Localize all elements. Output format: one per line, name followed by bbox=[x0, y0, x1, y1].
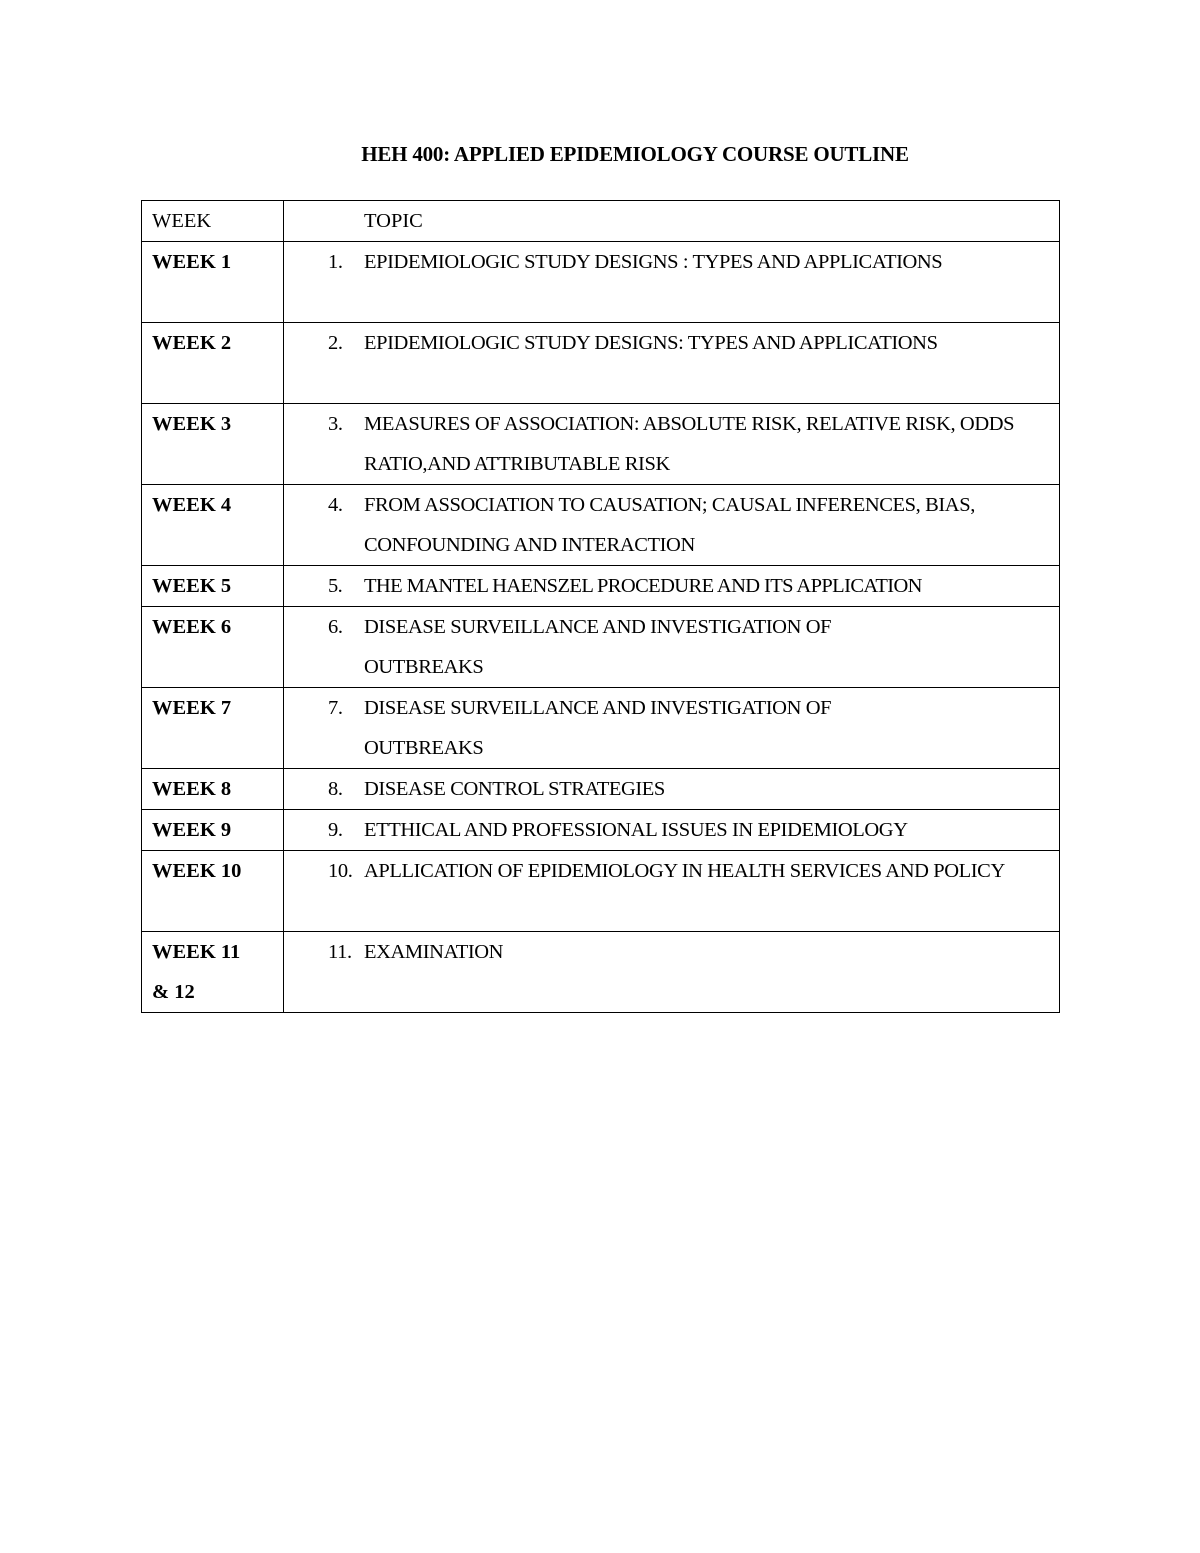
topic-cell bbox=[284, 607, 1060, 688]
topic-text: EPIDEMIOLOGIC STUDY DESIGNS : TYPES AND APPLICATIONS bbox=[364, 251, 943, 273]
topic-text: DISEASE SURVEILLANCE AND INVESTIGATION OF OUTBREAKS bbox=[364, 616, 832, 678]
topic-cell bbox=[284, 242, 1060, 323]
header-topic-cell bbox=[284, 201, 1060, 242]
topic-cell bbox=[284, 810, 1060, 851]
topic-number: 9. bbox=[328, 819, 343, 841]
course-outline-table bbox=[141, 200, 1060, 1013]
table-row bbox=[142, 769, 1060, 810]
topic-cell bbox=[284, 932, 1060, 1013]
header-topic: TOPIC bbox=[364, 210, 423, 232]
topic-cell bbox=[284, 769, 1060, 810]
topic-number: 1. bbox=[328, 251, 343, 273]
topic-cell bbox=[284, 688, 1060, 769]
topic-number: 7. bbox=[328, 697, 343, 719]
table-row bbox=[142, 607, 1060, 688]
topic-number: 6. bbox=[328, 616, 343, 638]
topic-cell bbox=[284, 485, 1060, 566]
topic-cell bbox=[284, 851, 1060, 932]
week-label: WEEK 3 bbox=[142, 404, 284, 485]
topic-text: MEASURES OF ASSOCIATION: ABSOLUTE RISK, RELATIVE RISK, ODDS RATIO,AND ATTRIBUTABLE RISK bbox=[364, 413, 1015, 475]
topic-text: FROM ASSOCIATION TO CAUSATION; CAUSAL INFERENCES, BIAS, CONFOUNDING AND INTERACTION bbox=[364, 494, 975, 556]
week-label: WEEK 9 bbox=[142, 810, 284, 851]
week-label: WEEK 7 bbox=[142, 688, 284, 769]
page-title: HEH 400: APPLIED EPIDEMIOLOGY COURSE OUTLINE bbox=[361, 142, 909, 166]
table-row bbox=[142, 810, 1060, 851]
table-row bbox=[142, 688, 1060, 769]
topic-text: EPIDEMIOLOGIC STUDY DESIGNS: TYPES AND APPLICATIONS bbox=[364, 332, 938, 354]
table-row bbox=[142, 404, 1060, 485]
week-label: WEEK 8 bbox=[142, 769, 284, 810]
topic-number: 3. bbox=[328, 413, 343, 435]
topic-text: EXAMINATION bbox=[364, 941, 504, 963]
table-header-row bbox=[142, 201, 1060, 242]
week-label: WEEK 2 bbox=[142, 323, 284, 404]
topic-number: 10. bbox=[328, 860, 353, 882]
table-row bbox=[142, 566, 1060, 607]
table-row bbox=[142, 851, 1060, 932]
week-label: WEEK 6 bbox=[142, 607, 284, 688]
topic-cell bbox=[284, 566, 1060, 607]
week-label: WEEK 5 bbox=[142, 566, 284, 607]
topic-number: 2. bbox=[328, 332, 343, 354]
table-row bbox=[142, 323, 1060, 404]
topic-text: DISEASE CONTROL STRATEGIES bbox=[364, 778, 665, 800]
week-label: WEEK 11 & 12 bbox=[142, 932, 284, 1013]
table-row bbox=[142, 932, 1060, 1013]
topic-text: DISEASE SURVEILLANCE AND INVESTIGATION OF OUTBREAKS bbox=[364, 697, 832, 759]
week-label: WEEK 4 bbox=[142, 485, 284, 566]
week-label: WEEK 10 bbox=[142, 851, 284, 932]
topic-text: THE MANTEL HAENSZEL PROCEDURE AND ITS APPLICATION bbox=[364, 575, 922, 597]
topic-text: APLLICATION OF EPIDEMIOLOGY IN HEALTH SERVICES AND POLICY bbox=[364, 860, 1005, 882]
topic-number: 5. bbox=[328, 575, 343, 597]
topic-text: ETTHICAL AND PROFESSIONAL ISSUES IN EPIDEMIOLOGY bbox=[364, 819, 908, 841]
topic-number: 11. bbox=[328, 941, 352, 963]
table-row bbox=[142, 242, 1060, 323]
topic-number: 4. bbox=[328, 494, 343, 516]
week-label: WEEK 1 bbox=[142, 242, 284, 323]
header-week: WEEK bbox=[142, 201, 284, 242]
topic-cell bbox=[284, 404, 1060, 485]
topic-number: 8. bbox=[328, 778, 343, 800]
table-row bbox=[142, 485, 1060, 566]
topic-cell bbox=[284, 323, 1060, 404]
